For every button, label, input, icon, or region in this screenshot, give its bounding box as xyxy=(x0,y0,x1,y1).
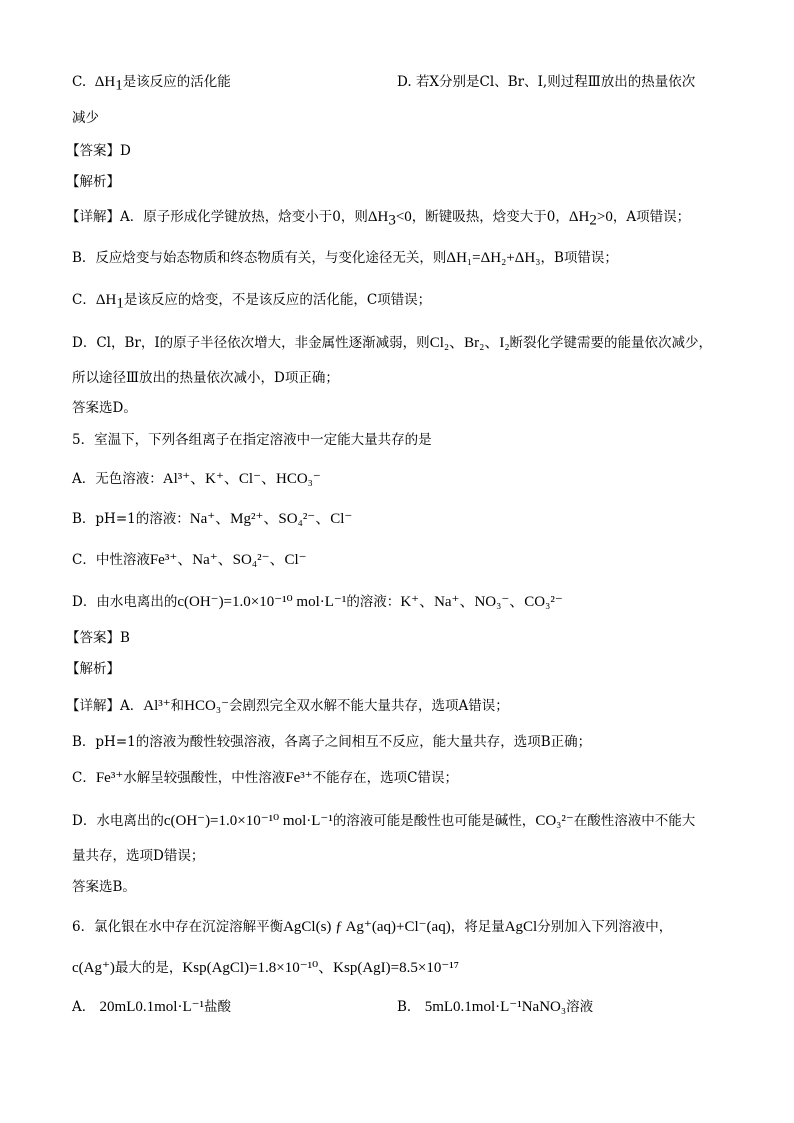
q4-detail-b: B．反应焓变与始态物质和终态物质有关，与变化途径无关，则ΔH₁=ΔH₂+ΔH₃，B项错误； xyxy=(72,250,618,266)
q5-detail-a: 【详解】A．Al³⁺和HCO₃⁻会剧烈完全双水解不能大量共存，选项A错误； xyxy=(66,698,509,714)
q4-option-c: C. $\Delta H_1$是该反应的活化能 xyxy=(72,74,231,94)
q5-analysis-tag: 【解析】 xyxy=(66,661,120,677)
q5-answer: 【答案】B xyxy=(66,630,130,646)
q5-detail-d: D．水电离出的c(OH⁻)=1.0×10⁻¹⁰ mol·L⁻¹的溶液可能是酸性也可能是碱性，CO₃²⁻在酸性溶液中不能大 xyxy=(72,813,696,829)
q4-answer: 【答案】D xyxy=(66,143,131,159)
q4-detail-d: D．Cl，Br，I的原子半径依次增大，非金属性逐渐减弱，则Cl₂、Br₂、I₂断裂化学键需要的能量依次减少， xyxy=(72,335,713,351)
q4-detail-c: C．$\Delta H_1$是该反应的焓变，不是该反应的活化能，C项错误； xyxy=(72,292,432,312)
q5-option-d: D．由水电离出的c(OH⁻)=1.0×10⁻¹⁰ mol·L⁻¹的溶液：K⁺、Na⁺、NO₃⁻、CO₃²⁻ xyxy=(72,594,563,610)
q6-option-a: A． 20mL0.1mol·L⁻¹盐酸 xyxy=(72,999,232,1015)
q5-detail-b: B．pH=1的溶液为酸性较强溶液，各离子之间相互不反应，能大量共存，选项B正确； xyxy=(72,734,592,750)
q5-detail-d-cont: 量共存，选项D错误； xyxy=(72,848,205,864)
q5-summary: 答案选B。 xyxy=(72,879,136,895)
q5-detail-c: C．Fe³⁺水解呈较强酸性，中性溶液Fe³⁺不能存在，选项C错误； xyxy=(72,770,459,786)
q4-detail-a: 【详解】A．原子形成化学键放热，焓变小于0，则$\Delta H_3<0$，断键吸热，焓变大于0，$\Delta H_2>0$，A项错误； xyxy=(66,209,691,229)
q4-summary: 答案选D。 xyxy=(72,400,137,416)
q6-stem: 6．氯化银在水中存在沉淀溶解平衡AgCl(s) ƒ Ag⁺(aq)+Cl⁻(aq)，将足量AgCl分别加入下列溶液中， xyxy=(72,919,673,935)
q5-option-b: B．pH=1的溶液：Na⁺、Mg²⁺、SO₄²⁻、Cl⁻ xyxy=(72,511,353,527)
q4-analysis-tag: 【解析】 xyxy=(66,174,120,190)
q6-stem-line2: c(Ag⁺)最大的是，Ksp(AgCl)=1.8×10⁻¹⁰、Ksp(AgI)=8.5×10⁻¹⁷ xyxy=(72,960,459,976)
q5-option-a: A．无色溶液：Al³⁺、K⁺、Cl⁻、HCO₃⁻ xyxy=(72,471,321,487)
q4-option-d: D. 若X分别是Cl、Br、I,则过程Ⅲ放出的热量依次 xyxy=(397,74,696,90)
q6-option-b: B． 5mL0.1mol·L⁻¹NaNO₃溶液 xyxy=(397,999,594,1015)
q4-option-d-cont: 减少 xyxy=(72,110,99,126)
q4-detail-d-cont: 所以途径Ⅲ放出的热量依次减小，D项正确； xyxy=(72,370,339,386)
q5-stem: 5．室温下，下列各组离子在指定溶液中一定能大量共存的是 xyxy=(72,432,432,448)
q5-option-c: C．中性溶液Fe³⁺、Na⁺、SO₄²⁻、Cl⁻ xyxy=(72,552,307,568)
